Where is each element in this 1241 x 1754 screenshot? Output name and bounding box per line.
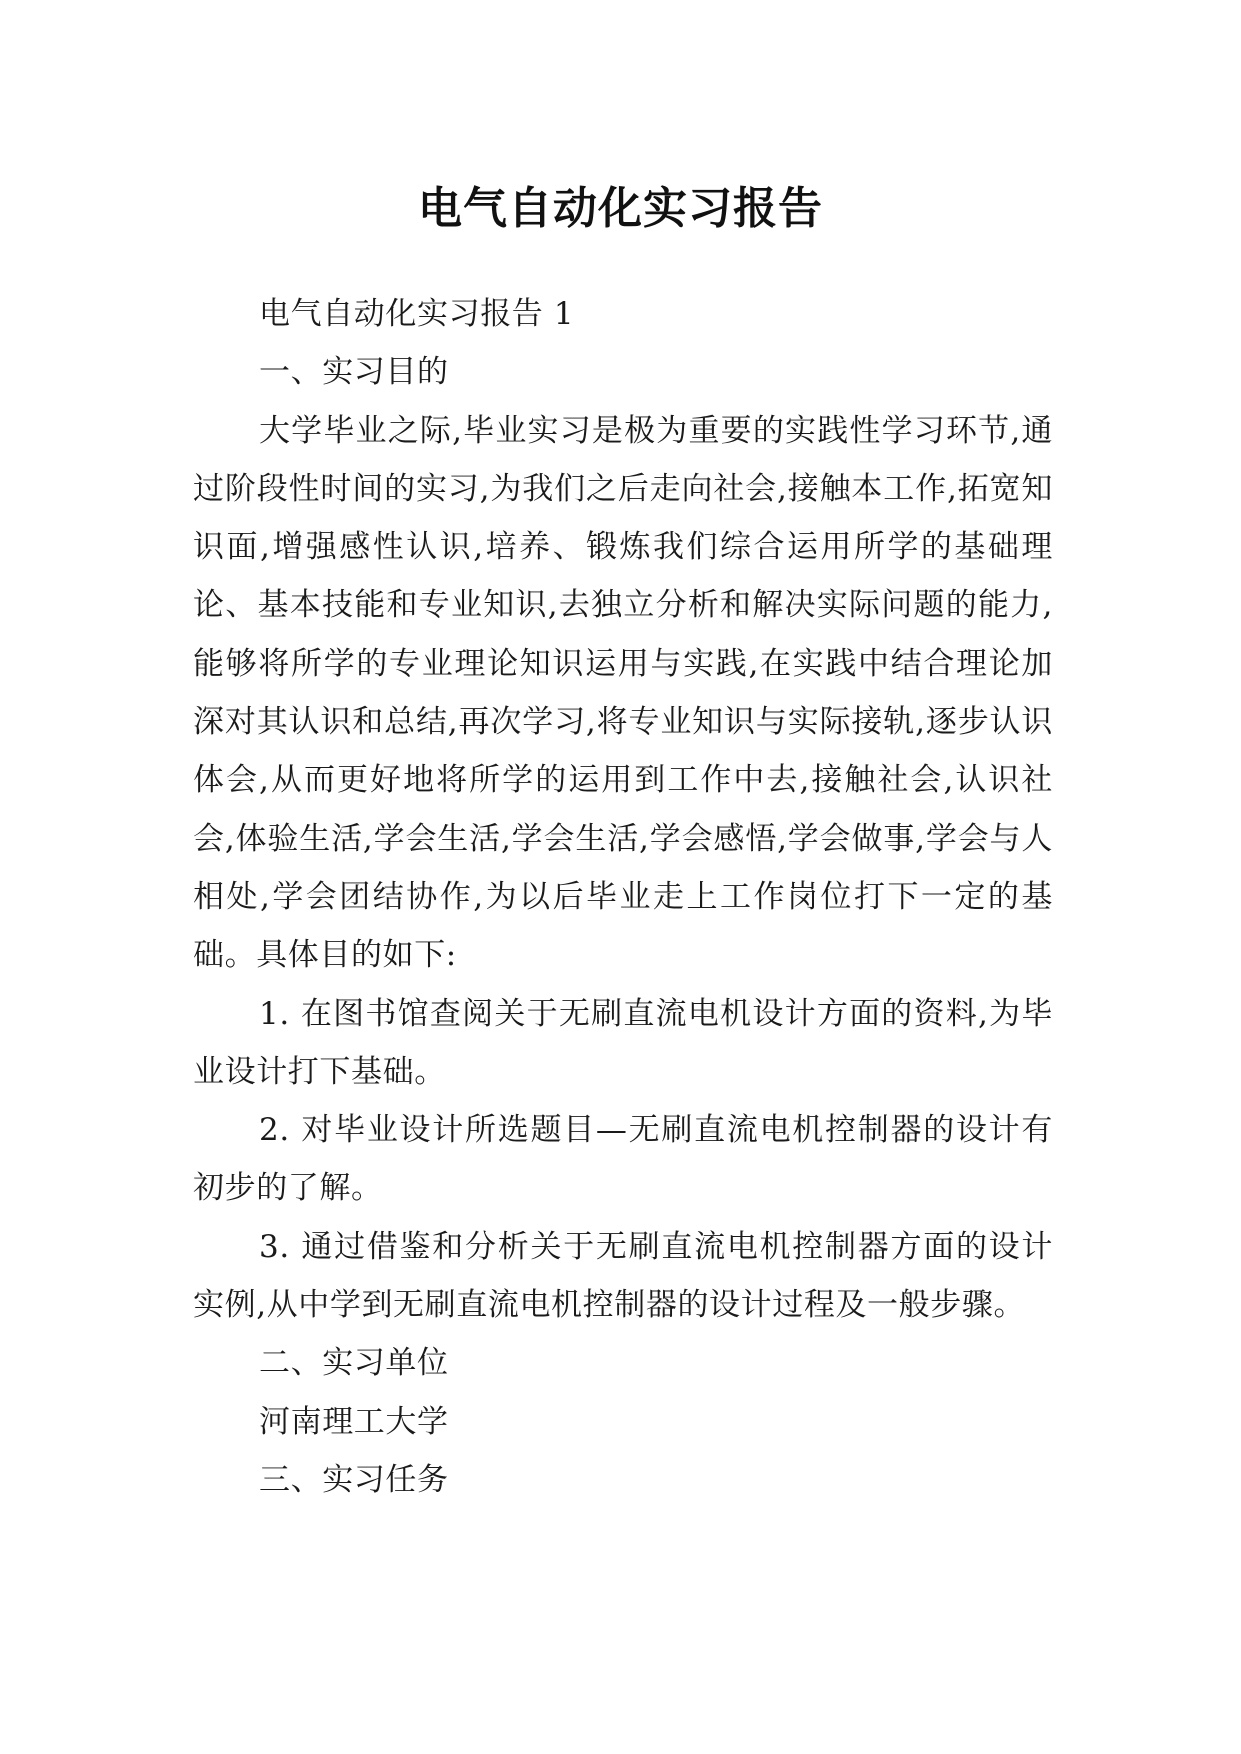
report-subtitle: 电气自动化实习报告 1 [259,296,575,332]
section-heading-purpose: 一、实习目的 [259,354,449,391]
document-title: 电气自动化实习报告 [418,183,823,235]
purpose-paragraph: 大学毕业之际,毕业实习是极为重要的实践性学习环节,通过阶段性时间的实习,为我们之后走向社会,接触本工作,拓宽知识面,增强感性认识,培养、锻炼我们综合运用所学的基础理论、基本技能和专业知识,去独立分析和解决实际问题的能力,能够将所学的专业理论知识运用与实践,在实践中结合理论加深对其认识和总结,再次学习,将专业知识与实际接轨,逐步认识体会,从而更好地将所学的运用到工作中去,接触社会,认识社会,体验生活,学会生活,学会生活,学会感悟,学会做事,学会与人相处,学会团结协作,为以后毕业走上工作岗位打下一定的基础。具体目的如下: [193,412,1053,974]
purpose-item-3: 3. 通过借鉴和分析关于无刷直流电机控制器方面的设计实例,从中学到无刷直流电机控制器的设计过程及一般步骤。 [193,1228,1053,1324]
unit-name: 河南理工大学 [259,1403,449,1440]
section-heading-tasks: 三、实习任务 [259,1461,449,1498]
purpose-item-1: 1. 在图书馆查阅关于无刷直流电机设计方面的资料,为毕业设计打下基础。 [193,995,1053,1090]
document-body [193,285,1053,1509]
section-heading-unit: 二、实习单位 [259,1345,449,1382]
purpose-item-2: 2. 对毕业设计所选题目—无刷直流电机控制器的设计有初步的了解。 [193,1112,1053,1207]
